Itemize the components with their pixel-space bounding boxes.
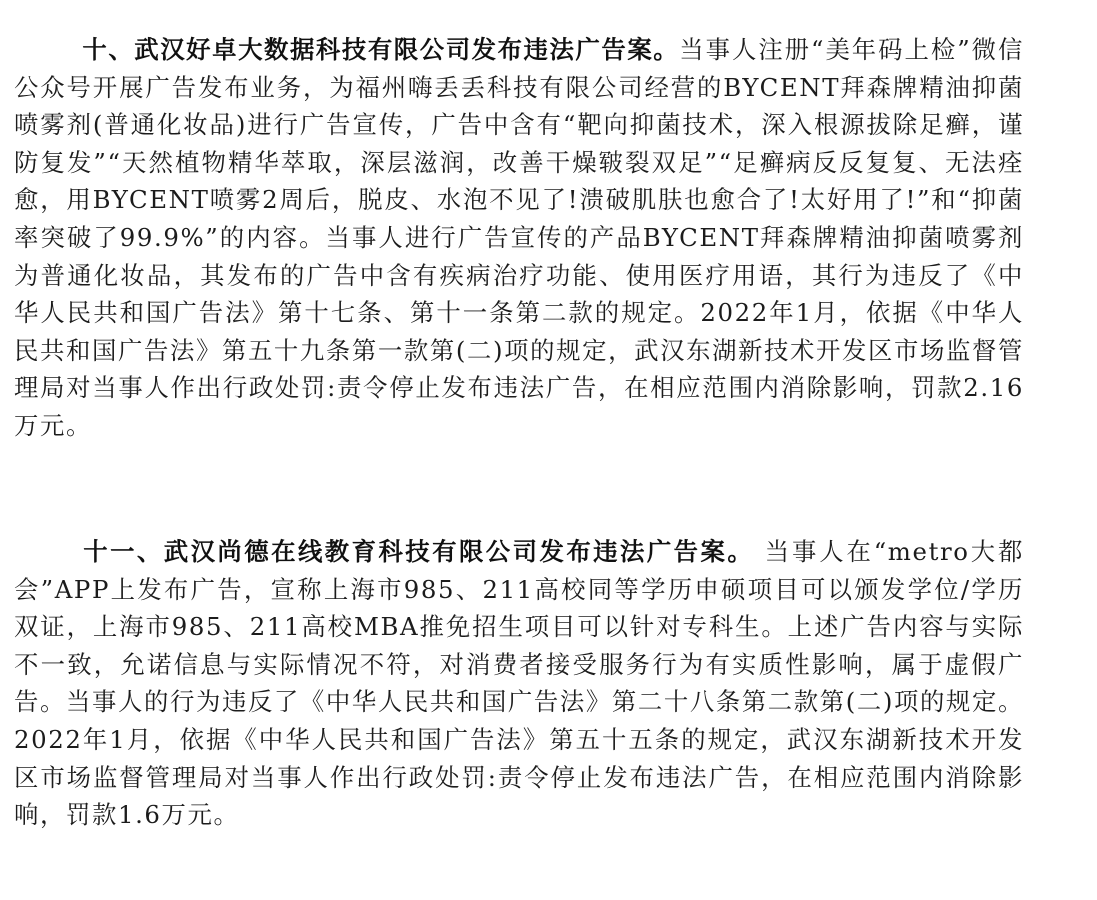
case-paragraph-11: [14, 533, 1024, 834]
case-body-10: 当事人注册“美年码上检”微信公众号开展广告发布业务，为福州嗨丢丢科技有限公司经营的BYCENT拜森牌精油抑菌喷雾剂(普通化妆品)进行广告宣传，广告中含有“靶向抑菌技术，深入根源拔除足癣，谨防复发”“天然植物精华萃取，深层滋润，改善干燥皲裂双足”“足癣病反反复复、无法痊愈，用BYCENT喷雾2周后，脱皮、水泡不见了!溃破肌肤也愈合了!太好用了!”和“抑菌率突破了99.9%”的内容。当事人进行广告宣传的产品BYCENT拜森牌精油抑菌喷雾剂为普通化妆品，其发布的广告中含有疾病治疗功能、使用医疗用语，其行为违反了《中华人民共和国广告法》第十七条、第十一条第二款的规定。2022年1月，依据《中华人民共和国广告法》第五十九条第一款第(二)项的规定，武汉东湖新技术开发区市场监督管理局对当事人作出行政处罚:责令停止发布违法广告，在相应范围内消除影响，罚款2.16万元。: [14, 35, 1024, 440]
case-title-10: 十、武汉好卓大数据科技有限公司发布违法广告案。: [82, 35, 680, 64]
case-body-11: 当事人在“metro大都会”APP上发布广告，宣称上海市985、211高校同等学历申硕项目可以颁发学位/学历双证，上海市985、211高校MBA推免招生项目可以针对专科生。上述广告内容与实际不一致，允诺信息与实际情况不符，对消费者接受服务行为有实质性影响，属于虚假广告。当事人的行为违反了《中华人民共和国广告法》第二十八条第二款第(二)项的规定。 2022年1月，依据《中华人民共和国广告法》第五十五条的规定，武汉东湖新技术开发区市场监督管理局对当事人作出行政处罚:责令停止发布违法广告，在相应范围内消除影响，罚款1.6万元。: [14, 537, 1024, 830]
case-paragraph-10: [14, 31, 1024, 445]
case-title-11: 十一、武汉尚德在线教育科技有限公司发布违法广告案。: [82, 537, 755, 566]
